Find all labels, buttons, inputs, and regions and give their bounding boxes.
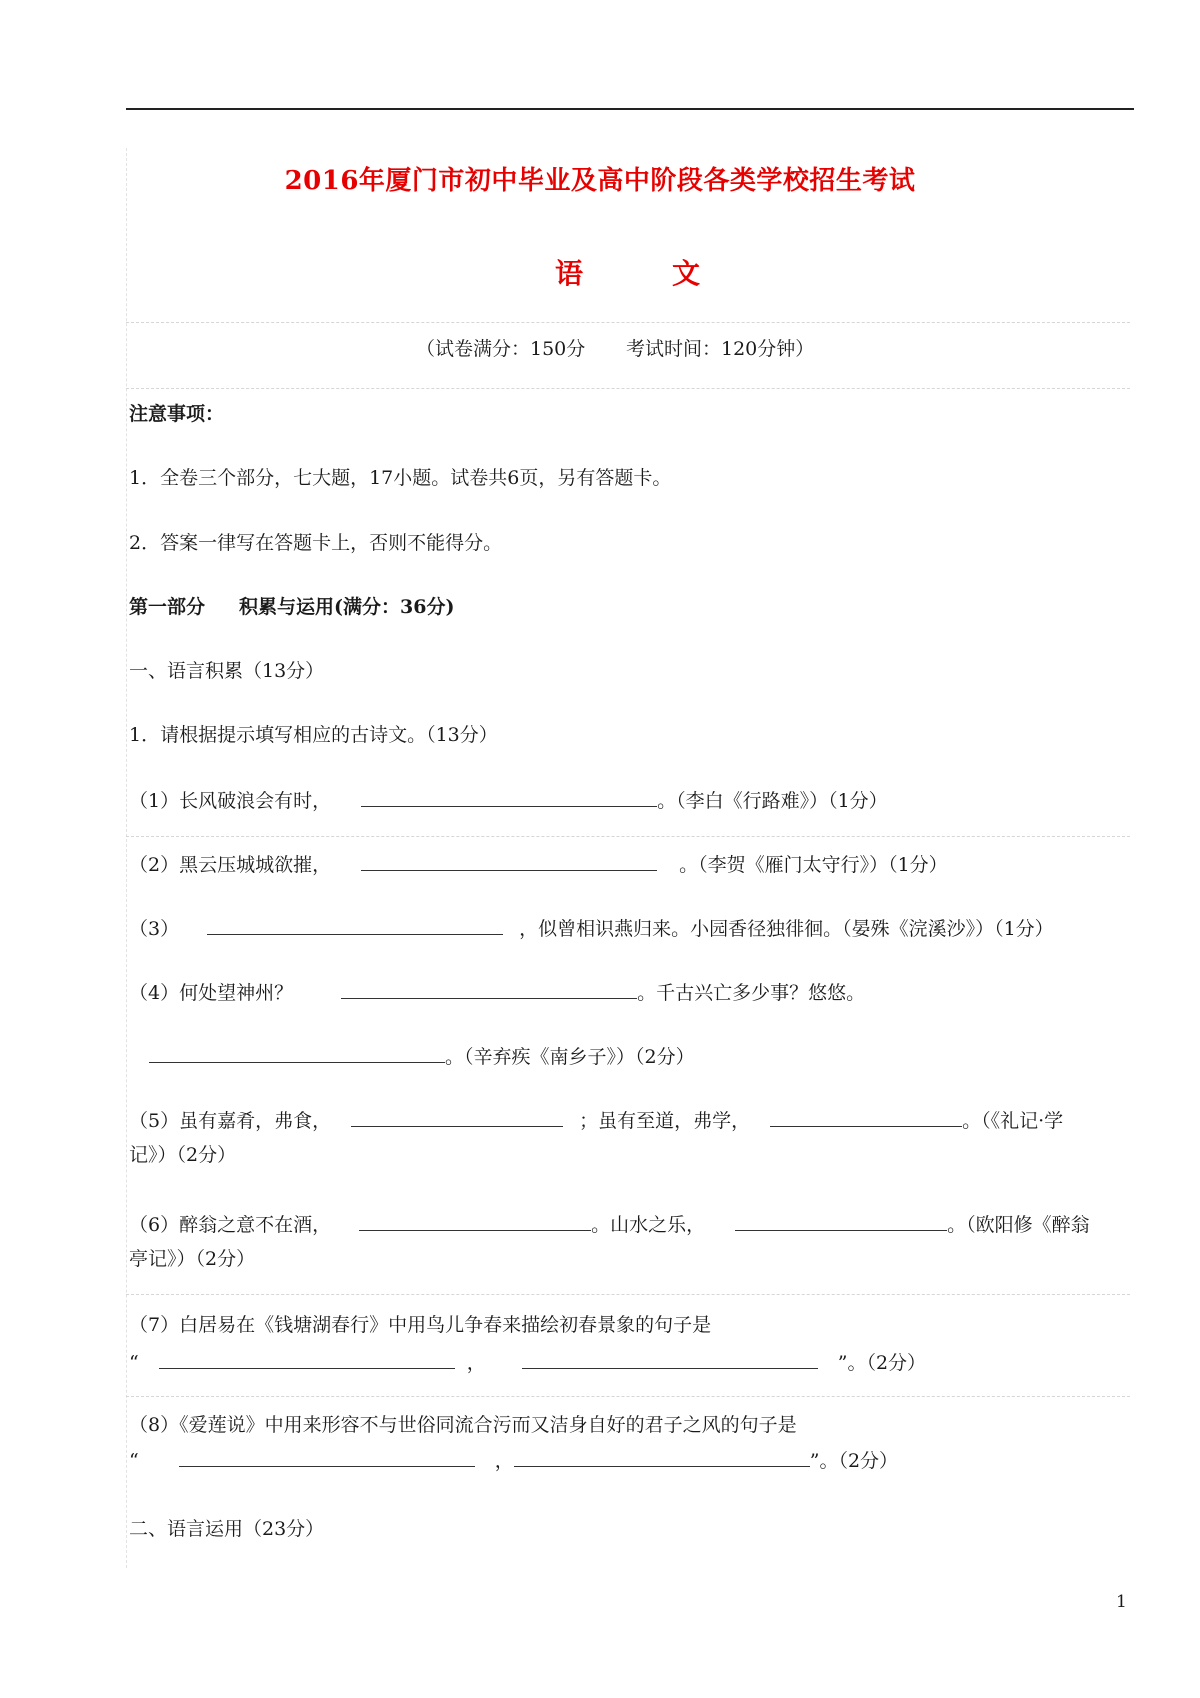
item-text: （4）何处望神州？ <box>129 982 294 1004</box>
notice-item: 1．全卷三个部分，七大题，17小题。试卷共6页，另有答题卡。 <box>129 467 672 489</box>
item-text: 。（李白《行路难》）（1分） <box>657 790 888 812</box>
question-item-7: （7）白居易在《钱塘湖春行》中用鸟儿争春来描绘初春景象的句子是 <box>129 1314 712 1336</box>
dashed-rule <box>126 322 1130 323</box>
item-text: （2）黑云压城城欲摧， <box>129 854 332 876</box>
dashed-rule <box>126 1396 1130 1397</box>
item-text: ；虽有至道，弗学， <box>579 1110 751 1132</box>
exam-score-info: （试卷满分：150分 <box>416 338 586 360</box>
answer-blank <box>514 1446 810 1467</box>
comma: ， <box>466 1352 486 1374</box>
question-item-3 <box>129 914 1054 942</box>
part-one-heading <box>129 594 454 620</box>
answer-blank <box>159 1348 455 1369</box>
question-item-6 <box>129 1210 1090 1238</box>
answer-blank <box>351 1106 563 1127</box>
part-title: 积累与运用(满分：36分) <box>239 596 455 618</box>
item-text: 。（辛弃疾《南乡子》）（2分） <box>445 1046 695 1068</box>
quote-open: “ <box>129 1450 139 1472</box>
answer-blank <box>361 850 657 871</box>
item-text: ，似曾相识燕归来。小园香径独徘徊。（晏殊《浣溪沙》）（1分） <box>519 918 1054 940</box>
section-heading: 一、语言积累（13分） <box>129 660 325 682</box>
dashed-rule <box>126 1294 1130 1295</box>
answer-blank <box>359 1210 591 1231</box>
dashed-rule <box>126 388 1130 389</box>
item-text: 。（李贺《雁门太守行》）（1分） <box>679 854 948 876</box>
question-item-6-cont: 亭记》）（2分） <box>129 1248 256 1270</box>
answer-blank <box>149 1042 445 1063</box>
answer-blank <box>179 1446 475 1467</box>
item-text: （6）醉翁之意不在酒， <box>129 1214 332 1236</box>
item-text: 。（《礼记·学 <box>962 1110 1064 1132</box>
quote-close: ”。（2分） <box>837 1352 927 1374</box>
question-item-4-cont <box>149 1042 695 1070</box>
question-item-5 <box>129 1106 1063 1134</box>
question-item-8: （8）《爱莲说》中用来形容不与世俗同流合污而又洁身自好的君子之风的句子是 <box>129 1414 797 1436</box>
item-text: （5）虽有嘉肴，弗食， <box>129 1110 332 1132</box>
quote-close: ”。（2分） <box>809 1450 899 1472</box>
question-item-4 <box>129 978 865 1006</box>
page-number: 1 <box>1116 1592 1127 1612</box>
item-text: 。（欧阳修《醉翁 <box>947 1214 1090 1236</box>
subject-char-1: 语 <box>555 257 584 290</box>
question-item-7-cont <box>129 1348 926 1376</box>
item-text: （1）长风破浪会有时， <box>129 790 332 812</box>
question-item-5-cont: 记》）（2分） <box>129 1144 237 1166</box>
item-text: 。山水之乐， <box>591 1214 706 1236</box>
answer-blank <box>522 1348 818 1369</box>
item-text: （3） <box>129 918 180 940</box>
answer-blank <box>770 1106 962 1127</box>
part-label: 第一部分 <box>129 596 206 618</box>
exam-time-info: 考试时间：120分钟） <box>626 338 815 360</box>
notice-item: 2．答案一律写在答题卡上，否则不能得分。 <box>129 532 503 554</box>
subject-char-2: 文 <box>672 257 701 290</box>
question-item-1 <box>129 786 888 814</box>
item-text: 。千古兴亡多少事？悠悠。 <box>637 982 866 1004</box>
notice-heading: 注意事项： <box>129 403 225 425</box>
question-item-8-cont <box>129 1446 898 1474</box>
left-margin-guide <box>126 148 127 1568</box>
question-1: 1．请根据提示填写相应的古诗文。（13分） <box>129 724 498 746</box>
exam-title: 2016年厦门市初中毕业及高中阶段各类学校招生考试 <box>284 166 916 196</box>
question-item-2 <box>129 850 948 878</box>
dashed-rule <box>126 836 1130 837</box>
answer-blank <box>341 978 637 999</box>
quote-open: “ <box>129 1352 139 1374</box>
answer-blank <box>207 914 503 935</box>
comma: ， <box>494 1450 514 1472</box>
section-heading: 二、语言运用（23分） <box>129 1518 325 1540</box>
header-rule <box>126 108 1134 110</box>
answer-blank <box>361 786 657 807</box>
answer-blank <box>735 1210 947 1231</box>
